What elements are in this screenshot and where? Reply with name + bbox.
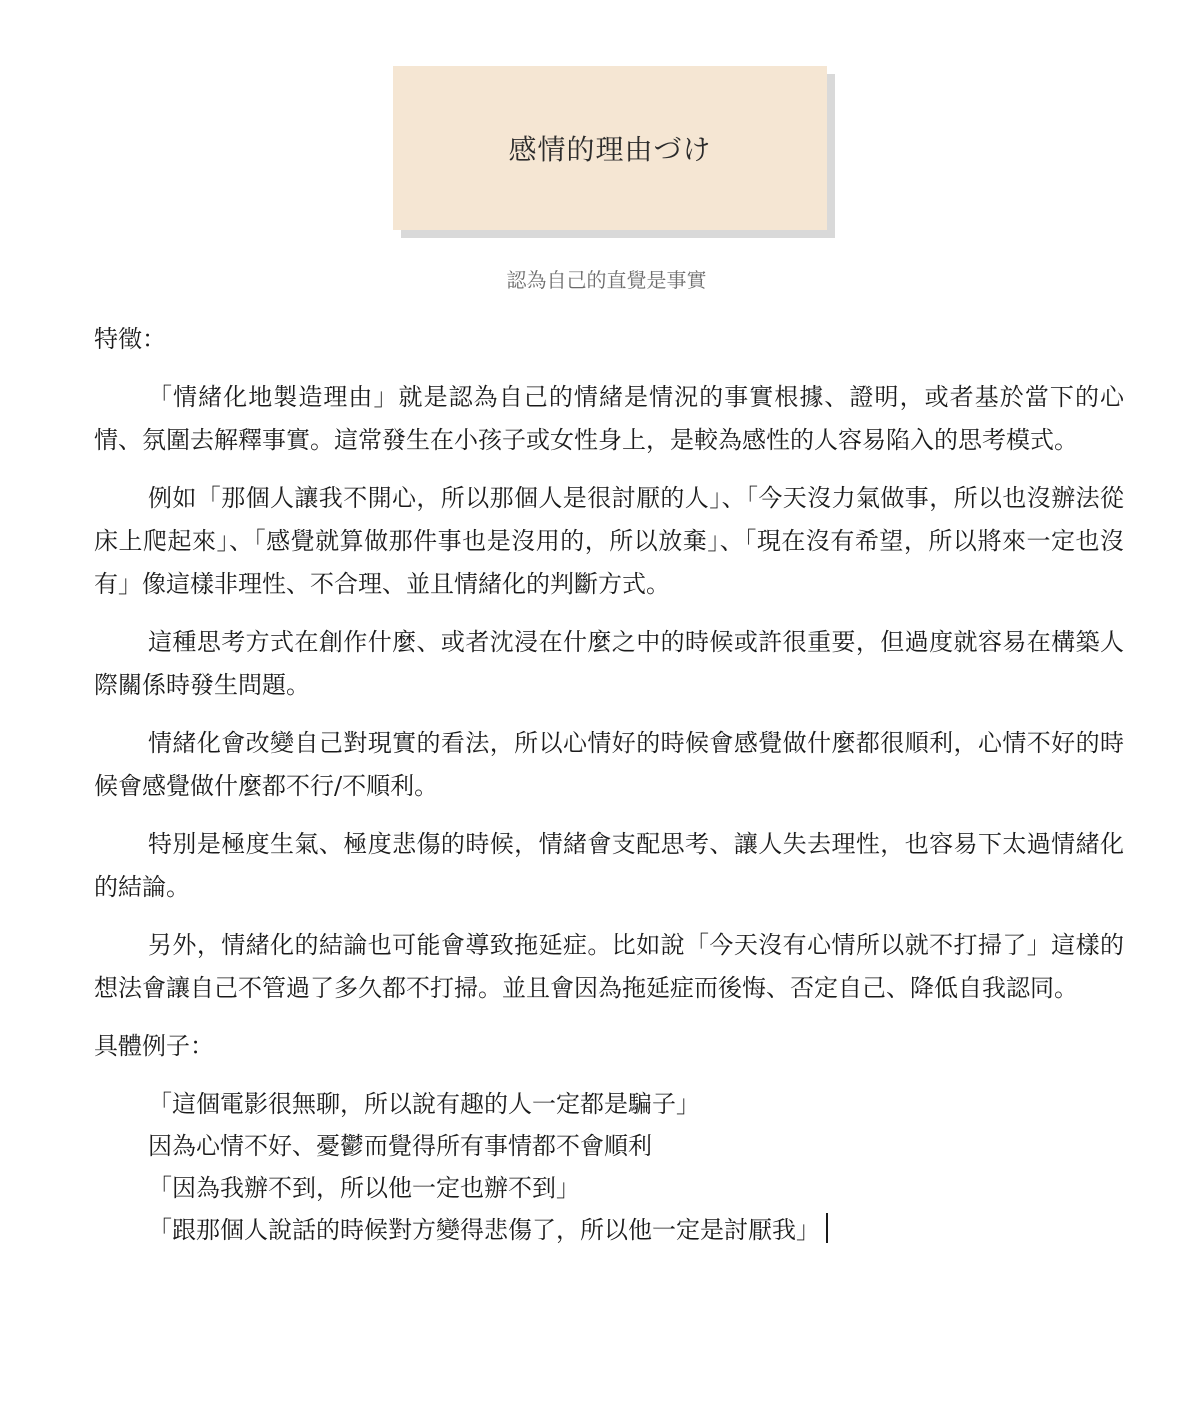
paragraph: 例如「那個人讓我不開心，所以那個人是很討厭的人」、「今天沒力氣做事，所以也沒辦法從床上爬起來」、「感覺就算做那件事也是沒用的，所以放棄」、「現在沒有希望，所以將來一定也沒有」像這樣非理性、不合理、並且情緒化的判斷方式。 (94, 484, 1124, 598)
example-item (148, 1125, 1124, 1167)
paragraph: 情緒化會改變自己對現實的看法，所以心情好的時候會感覺做什麼都很順利，心情不好的時候會感覺做什麼都不行/不順利。 (94, 729, 1124, 800)
example-item (148, 1083, 1124, 1125)
example-text: 「跟那個人說話的時候對方變得悲傷了，所以他一定是討厭我」 (148, 1216, 820, 1244)
text-cursor (826, 1213, 828, 1243)
article-body[interactable] (94, 318, 1124, 1251)
illustration-title: 感情的理由づけ (508, 133, 712, 166)
example-item (148, 1209, 1124, 1251)
paragraph: 特別是極度生氣、極度悲傷的時候，情緒會支配思考、讓人失去理性，也容易下太過情緒化的結論。 (94, 830, 1124, 901)
paragraph: 「情緒化地製造理由」就是認為自己的情緒是情況的事實根據、證明，或者基於當下的心情、氛圍去解釋事實。這常發生在小孩子或女性身上，是較為感性的人容易陷入的思考模式。 (94, 383, 1124, 454)
example-text: 「這個電影很無聊，所以說有趣的人一定都是騙子」 (148, 1090, 700, 1118)
example-text: 因為心情不好、憂鬱而覺得所有事情都不會順利 (148, 1132, 652, 1160)
illustration-box (393, 66, 827, 230)
paragraph: 這種思考方式在創作什麼、或者沈浸在什麼之中的時候或許很重要，但過度就容易在構築人際關係時發生問題。 (94, 628, 1124, 699)
examples-label: 具體例子： (94, 1032, 214, 1060)
features-label: 特徵： (94, 325, 166, 353)
paragraph: 另外，情緒化的結論也可能會導致拖延症。比如說「今天沒有心情所以就不打掃了」這樣的想法會讓自己不管過了多久都不打掃。並且會因為拖延症而後悔、否定自己、降低自我認同。 (94, 931, 1124, 1002)
figure-caption: 認為自己的直覺是事實 (506, 268, 707, 292)
example-item (148, 1167, 1124, 1209)
example-text: 「因為我辦不到，所以他一定也辦不到」 (148, 1174, 580, 1202)
examples-list (94, 1083, 1124, 1251)
